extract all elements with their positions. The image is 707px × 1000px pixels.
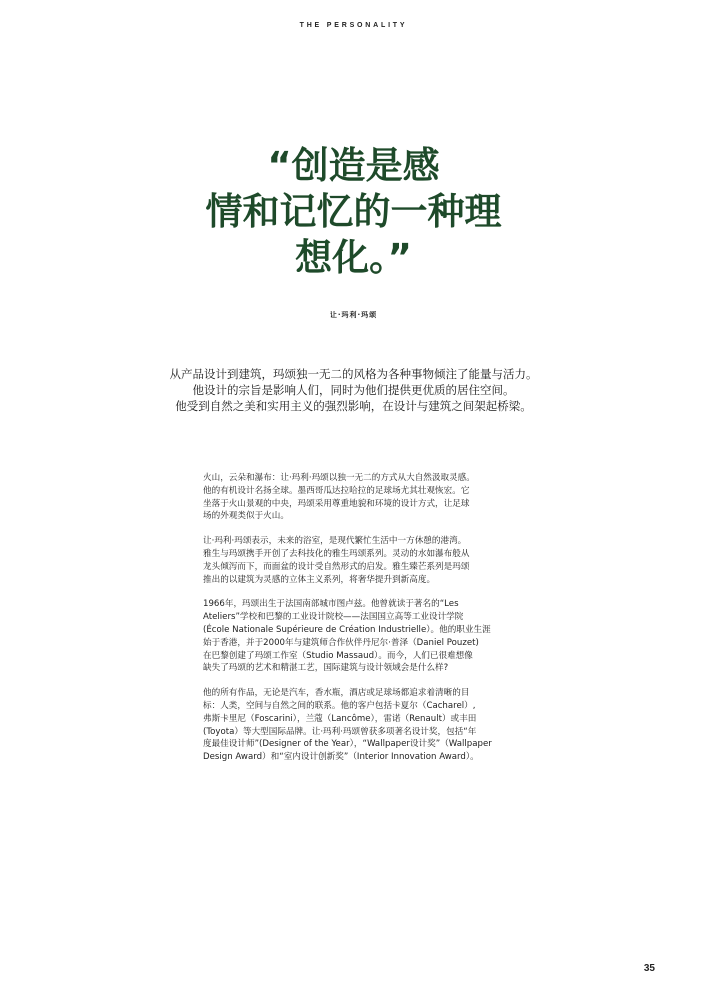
page-number: 35 (643, 963, 655, 974)
body-line: 度最佳设计师”(Designer of the Year），“Wallpaper设计奖”（Wallpaper (203, 739, 492, 750)
intro-line: 他受到自然之美和实用主义的强烈影响，在设计与建筑之间架起桥梁。 (175, 399, 532, 413)
body-line: (École Nationale Supérieure de Création Industrielle）。他的职业生涯 (203, 624, 491, 635)
pull-quote-line: 情和记忆的一种理 (205, 190, 502, 233)
pull-quote (0, 143, 707, 281)
body-line: 坐落于火山景观的中央，玛颂采用尊重地貌和环境的设计方式，让足球 (203, 498, 470, 509)
intro-line: 他设计的宗旨是影响人们，同时为他们提供更优质的居住空间。 (192, 383, 515, 397)
body-line: 始于香港，并于2000年与建筑师合作伙伴丹尼尔·普泽（Daniel Pouzet) (203, 637, 479, 648)
body-text (203, 472, 533, 776)
body-line: Design Award）和“室内设计创新奖”（Interior Innovation Award）。 (203, 752, 479, 763)
body-line: Ateliers”学校和巴黎的工业设计院校——法国国立高等工业设计学院 (203, 612, 464, 623)
intro-line: 从产品设计到建筑，玛颂独一无二的风格为各种事物倾注了能量与活力。 (169, 367, 538, 381)
body-line: 在巴黎创建了玛颂工作室（Studio Massaud）。而今，人们已很难想像 (203, 650, 473, 661)
body-line: 他的所有作品，无论是汽车，香水瓶，酒店或足球场都追求着清晰的目 (203, 688, 470, 699)
pull-quote-line: “创造是感 (267, 144, 440, 187)
body-line: 推出的以建筑为灵感的立体主义系列，将奢华提升到新高度。 (203, 574, 436, 585)
body-line: 让·玛利·玛颂表示，未来的浴室，是现代繁忙生活中一方休憩的港湾。 (203, 536, 467, 547)
body-paragraph (203, 472, 533, 523)
pull-quote-line: 想化。” (295, 236, 412, 279)
body-line: 缺失了玛颂的艺术和精湛工艺，国际建筑与设计领域会是什么样? (203, 663, 449, 674)
body-paragraph (203, 598, 533, 675)
body-paragraph (203, 687, 533, 764)
body-line: 他的有机设计名扬全球。墨西哥瓜达拉哈拉的足球场尤其壮观恢宏。它 (203, 485, 470, 496)
section-label: THE PERSONALITY (299, 22, 408, 29)
body-line: 弗斯卡里尼（Foscarini），兰蔻（Lancôme），雷诺（Renault）或丰田 (203, 713, 477, 724)
body-line: 火山，云朵和瀑布：让·玛利·玛颂以独一无二的方式从大自然汲取灵感。 (203, 473, 475, 483)
quote-attribution: 让·玛利·玛颂 (329, 311, 378, 319)
body-line: 雅生与玛颂携手开创了去科技化的雅生玛颂系列。灵动的水如瀑布般从 (203, 548, 470, 559)
body-line: 龙头倾泻而下，而面盆的设计受自然形式的启发。雅生臻芒系列是玛颂 (203, 561, 470, 572)
body-line: 1966年，玛颂出生于法国南部城市图卢兹。他曾就读于著名的“Les (203, 599, 459, 610)
body-line: 标：人类，空间与自然之间的联系。他的客户包括卡夏尔（Cacharel）, (203, 700, 476, 711)
body-line: (Toyota）等大型国际品牌。让·玛利·玛颂曾获多项著名设计奖，包括“年 (203, 726, 477, 737)
body-line: 场的外观类似于火山。 (203, 511, 289, 522)
body-paragraph (203, 535, 533, 586)
intro-text (0, 366, 707, 414)
